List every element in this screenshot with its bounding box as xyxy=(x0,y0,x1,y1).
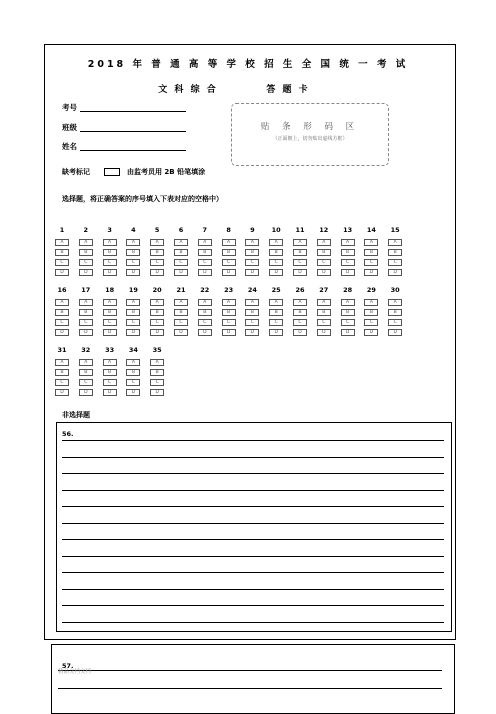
writing-line[interactable] xyxy=(62,490,444,491)
question-number: 16 xyxy=(57,286,67,294)
option-b-box[interactable]: B xyxy=(174,309,188,316)
option-a-box[interactable]: A xyxy=(341,239,355,246)
option-c-box[interactable]: C xyxy=(79,379,93,386)
option-b-box[interactable]: B xyxy=(245,249,259,256)
question-number: 12 xyxy=(319,226,329,234)
writing-line[interactable] xyxy=(62,457,444,458)
writing-line[interactable] xyxy=(62,539,444,540)
option-a-box[interactable]: A xyxy=(150,239,164,246)
question-number: 11 xyxy=(295,226,305,234)
option-c-box[interactable]: C xyxy=(245,259,259,266)
option-d-box[interactable]: D xyxy=(293,269,307,276)
option-a-box[interactable]: A xyxy=(150,299,164,306)
writing-line[interactable] xyxy=(62,440,444,441)
option-a-box[interactable]: A xyxy=(55,239,69,246)
exam-title: 2018 年 普 通 高 等 学 校 招 生 全 国 统 一 考 试 xyxy=(87,59,409,70)
question-number: 6 xyxy=(178,226,184,234)
option-a-box[interactable]: A xyxy=(388,239,402,246)
option-c-box[interactable]: C xyxy=(293,319,307,326)
option-c-box[interactable]: C xyxy=(245,319,259,326)
option-b-box[interactable]: B xyxy=(150,249,164,256)
option-b-box[interactable]: B xyxy=(388,249,402,256)
option-d-box[interactable]: D xyxy=(341,329,355,336)
question-number: 8 xyxy=(226,226,231,234)
option-b-box[interactable]: B xyxy=(103,309,117,316)
option-b-box[interactable]: B xyxy=(388,309,402,316)
option-b-box[interactable]: B xyxy=(55,309,69,316)
field-input-id[interactable] xyxy=(80,111,186,112)
option-a-box[interactable]: A xyxy=(103,299,117,306)
option-c-box[interactable]: C xyxy=(55,319,69,326)
option-d-box[interactable]: D xyxy=(55,329,69,336)
option-b-box[interactable]: B xyxy=(79,369,93,376)
option-a-box[interactable]: A xyxy=(269,239,283,246)
option-c-box[interactable]: C xyxy=(269,259,283,266)
option-b-box[interactable]: B xyxy=(317,309,331,316)
option-b-box[interactable]: B xyxy=(126,309,140,316)
field-label-class: 班级 xyxy=(62,123,77,132)
question-number: 15 xyxy=(390,226,400,234)
nonchoice-label: 非选择题 xyxy=(62,411,90,419)
option-d-box[interactable]: D xyxy=(150,389,164,396)
option-d-box[interactable]: D xyxy=(126,329,140,336)
option-d-box[interactable]: D xyxy=(126,269,140,276)
writing-line[interactable] xyxy=(62,622,444,623)
field-input-class[interactable] xyxy=(80,131,186,132)
question-number: 31 xyxy=(57,346,67,354)
question-number: 9 xyxy=(250,226,255,234)
option-c-box[interactable]: C xyxy=(222,319,236,326)
question-number: 10 xyxy=(271,226,281,234)
second-page-frame xyxy=(51,644,455,714)
option-a-box[interactable]: A xyxy=(174,299,188,306)
writing-line[interactable] xyxy=(62,556,444,557)
option-d-box[interactable]: D xyxy=(293,329,307,336)
option-b-box[interactable]: B xyxy=(341,309,355,316)
question-number: 18 xyxy=(105,286,115,294)
option-b-box[interactable]: B xyxy=(126,369,140,376)
question-number: 21 xyxy=(176,286,186,294)
option-d-box[interactable]: D xyxy=(388,269,402,276)
question-number: 29 xyxy=(366,286,376,294)
field-label-id: 考号 xyxy=(62,103,77,112)
question-number: 24 xyxy=(247,286,257,294)
option-b-box[interactable]: B xyxy=(79,309,93,316)
option-d-box[interactable]: D xyxy=(269,329,283,336)
writing-line[interactable] xyxy=(62,605,444,606)
question-number: 27 xyxy=(319,286,329,294)
option-c-box[interactable]: C xyxy=(317,259,331,266)
option-a-box[interactable]: A xyxy=(364,299,378,306)
option-c-box[interactable]: C xyxy=(126,259,140,266)
option-a-box[interactable]: A xyxy=(269,299,283,306)
subject-label: 文 科 综 合 xyxy=(158,85,218,95)
option-d-box[interactable]: D xyxy=(55,389,69,396)
option-b-box[interactable]: B xyxy=(222,249,236,256)
question-number: 23 xyxy=(224,286,234,294)
barcode-note: （正面朝上，切勿贴出虚线方框） xyxy=(272,136,348,142)
question-number: 35 xyxy=(152,346,162,354)
option-c-box[interactable]: C xyxy=(364,319,378,326)
option-a-box[interactable]: A xyxy=(198,299,212,306)
option-d-box[interactable]: D xyxy=(79,389,93,396)
option-d-box[interactable]: D xyxy=(174,269,188,276)
option-c-box[interactable]: C xyxy=(55,259,69,266)
option-c-box[interactable]: C xyxy=(341,319,355,326)
option-a-box[interactable]: A xyxy=(103,239,117,246)
option-c-box[interactable]: C xyxy=(388,319,402,326)
option-c-box[interactable]: C xyxy=(364,259,378,266)
option-a-box[interactable]: A xyxy=(126,299,140,306)
option-d-box[interactable]: D xyxy=(150,329,164,336)
option-d-box[interactable]: D xyxy=(317,329,331,336)
option-b-box[interactable]: B xyxy=(269,249,283,256)
option-b-box[interactable]: B xyxy=(198,309,212,316)
option-d-box[interactable]: D xyxy=(79,329,93,336)
writing-line[interactable] xyxy=(62,523,444,524)
option-d-box[interactable]: D xyxy=(103,269,117,276)
option-b-box[interactable]: B xyxy=(245,309,259,316)
option-c-box[interactable]: C xyxy=(174,259,188,266)
option-b-box[interactable]: B xyxy=(198,249,212,256)
option-c-box[interactable]: C xyxy=(174,319,188,326)
option-c-box[interactable]: C xyxy=(198,259,212,266)
choice-instruction: 选择题，将正确答案的序号填入下表对应的空格中） xyxy=(62,195,223,203)
option-d-box[interactable]: D xyxy=(341,269,355,276)
option-a-box[interactable]: A xyxy=(126,239,140,246)
option-a-box[interactable]: A xyxy=(55,299,69,306)
option-d-box[interactable]: D xyxy=(198,329,212,336)
option-a-box[interactable]: A xyxy=(55,359,69,366)
question-number: 2 xyxy=(83,226,89,234)
option-c-box[interactable]: C xyxy=(103,319,117,326)
option-b-box[interactable]: B xyxy=(103,249,117,256)
question-number: 26 xyxy=(295,286,305,294)
question-number: 20 xyxy=(152,286,162,294)
option-b-box[interactable]: B xyxy=(126,249,140,256)
option-d-box[interactable]: D xyxy=(222,329,236,336)
option-b-box[interactable]: B xyxy=(269,309,283,316)
option-d-box[interactable]: D xyxy=(364,269,378,276)
option-b-box[interactable]: B xyxy=(364,249,378,256)
option-c-box[interactable]: C xyxy=(150,259,164,266)
option-c-box[interactable]: C xyxy=(55,379,69,386)
option-a-box[interactable]: A xyxy=(79,299,93,306)
question-number: 13 xyxy=(343,226,353,234)
option-c-box[interactable]: C xyxy=(150,379,164,386)
writing-line[interactable] xyxy=(62,589,444,590)
option-c-box[interactable]: C xyxy=(103,379,117,386)
option-c-box[interactable]: C xyxy=(79,319,93,326)
question-number: 33 xyxy=(105,346,115,354)
writing-line[interactable] xyxy=(62,506,444,507)
absent-note: 由监考员用 2B 铅笔填涂 xyxy=(127,168,206,176)
option-c-box[interactable]: C xyxy=(269,319,283,326)
option-d-box[interactable]: D xyxy=(388,329,402,336)
option-b-box[interactable]: B xyxy=(174,249,188,256)
option-b-box[interactable]: B xyxy=(55,249,69,256)
option-a-box[interactable]: A xyxy=(293,299,307,306)
option-a-box[interactable]: A xyxy=(103,359,117,366)
option-a-box[interactable]: A xyxy=(150,359,164,366)
option-b-box[interactable]: B xyxy=(55,369,69,376)
option-a-box[interactable]: A xyxy=(341,299,355,306)
option-b-box[interactable]: B xyxy=(103,369,117,376)
field-label-name: 姓名 xyxy=(62,142,77,151)
option-b-box[interactable]: B xyxy=(317,249,331,256)
question-number: 28 xyxy=(343,286,353,294)
option-d-box[interactable]: D xyxy=(245,329,259,336)
option-d-box[interactable]: D xyxy=(79,269,93,276)
question-number: 5 xyxy=(154,226,160,234)
option-d-box[interactable]: D xyxy=(245,269,259,276)
question-number: 7 xyxy=(202,226,208,234)
question-number: 3 xyxy=(107,226,112,234)
option-d-box[interactable]: D xyxy=(174,329,188,336)
option-c-box[interactable]: C xyxy=(198,319,212,326)
option-c-box[interactable]: C xyxy=(150,319,164,326)
barcode-area xyxy=(231,103,389,166)
absent-label: 缺考标记 xyxy=(62,168,90,176)
option-d-box[interactable]: D xyxy=(269,269,283,276)
option-a-box[interactable]: A xyxy=(79,359,93,366)
question-number: 4 xyxy=(131,226,136,234)
card-label: 答 题 卡 xyxy=(266,85,310,95)
watermark-text: 精品文档文档 xyxy=(58,669,92,675)
option-a-box[interactable]: A xyxy=(245,299,259,306)
question-number: 32 xyxy=(81,346,91,354)
option-b-box[interactable]: B xyxy=(364,309,378,316)
absent-mark-box[interactable] xyxy=(104,168,120,176)
writing-line[interactable] xyxy=(58,670,442,671)
option-b-box[interactable]: B xyxy=(222,309,236,316)
question-57-label: 57. xyxy=(62,662,74,670)
option-b-box[interactable]: B xyxy=(293,309,307,316)
option-a-box[interactable]: A xyxy=(364,239,378,246)
option-d-box[interactable]: D xyxy=(364,329,378,336)
option-a-box[interactable]: A xyxy=(198,239,212,246)
question-number: 19 xyxy=(128,286,138,294)
barcode-title: 贴 条 形 码 区 xyxy=(260,122,360,132)
question-number: 17 xyxy=(81,286,91,294)
option-a-box[interactable]: A xyxy=(222,299,236,306)
option-a-box[interactable]: A xyxy=(79,239,93,246)
option-b-box[interactable]: B xyxy=(150,309,164,316)
option-a-box[interactable]: A xyxy=(222,239,236,246)
question-56-label: 56. xyxy=(62,430,74,438)
answer-box-56[interactable] xyxy=(56,422,452,632)
question-number: 22 xyxy=(200,286,210,294)
option-c-box[interactable]: C xyxy=(341,259,355,266)
option-d-box[interactable]: D xyxy=(55,269,69,276)
option-c-box[interactable]: C xyxy=(126,319,140,326)
question-number: 14 xyxy=(366,226,376,234)
option-b-box[interactable]: B xyxy=(341,249,355,256)
option-b-box[interactable]: B xyxy=(79,249,93,256)
question-number: 25 xyxy=(271,286,281,294)
option-d-box[interactable]: D xyxy=(103,329,117,336)
option-c-box[interactable]: C xyxy=(293,259,307,266)
option-c-box[interactable]: C xyxy=(103,259,117,266)
writing-line[interactable] xyxy=(58,688,442,689)
option-a-box[interactable]: A xyxy=(317,299,331,306)
option-d-box[interactable]: D xyxy=(103,389,117,396)
option-b-box[interactable]: B xyxy=(150,369,164,376)
option-d-box[interactable]: D xyxy=(317,269,331,276)
option-a-box[interactable]: A xyxy=(293,239,307,246)
option-a-box[interactable]: A xyxy=(317,239,331,246)
option-d-box[interactable]: D xyxy=(222,269,236,276)
option-c-box[interactable]: C xyxy=(222,259,236,266)
option-d-box[interactable]: D xyxy=(198,269,212,276)
option-a-box[interactable]: A xyxy=(245,239,259,246)
option-a-box[interactable]: A xyxy=(388,299,402,306)
question-number: 1 xyxy=(59,226,65,234)
option-d-box[interactable]: D xyxy=(126,389,140,396)
option-c-box[interactable]: C xyxy=(317,319,331,326)
field-input-name[interactable] xyxy=(80,150,186,151)
option-c-box[interactable]: C xyxy=(388,259,402,266)
option-d-box[interactable]: D xyxy=(150,269,164,276)
option-a-box[interactable]: A xyxy=(174,239,188,246)
option-c-box[interactable]: C xyxy=(126,379,140,386)
writing-line[interactable] xyxy=(62,473,444,474)
option-a-box[interactable]: A xyxy=(126,359,140,366)
option-c-box[interactable]: C xyxy=(79,259,93,266)
question-number: 34 xyxy=(128,346,138,354)
writing-line[interactable] xyxy=(62,572,444,573)
option-b-box[interactable]: B xyxy=(293,249,307,256)
question-number: 30 xyxy=(390,286,400,294)
